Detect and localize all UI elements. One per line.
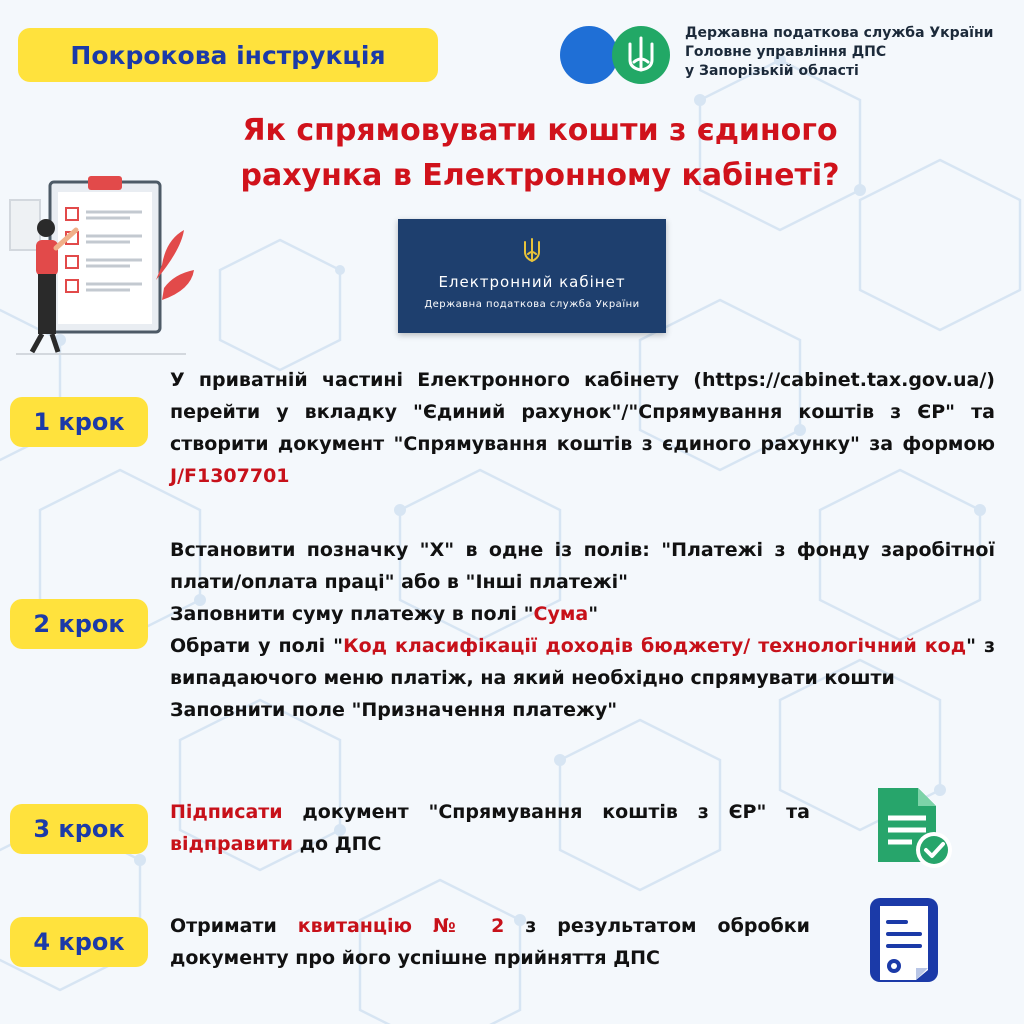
step-1-badge-label: 1 крок	[33, 408, 125, 436]
step-2-line-1: Встановити позначку "Х" в одне із полів: "Платежі з фонду заробітної плати/оплата праці" або в "Інші платежі"	[170, 539, 995, 593]
step-1-badge	[10, 397, 148, 447]
step-2-line-4: Заповнити поле "Призначення платежу"	[170, 699, 618, 721]
step-4-badge	[10, 917, 148, 967]
page-title	[140, 108, 940, 198]
step-3-body-b: до ДПС	[293, 833, 382, 855]
step-2-line-3-a: Обрати у полі "	[170, 635, 344, 657]
cabinet-subtitle: Державна податкова служба України	[424, 299, 640, 310]
org-line-1: Державна податкова служба України	[685, 25, 994, 41]
organization-name	[685, 24, 993, 81]
document-check-icon	[872, 784, 956, 872]
title-line-1: Як спрямовувати кошти з єдиного	[242, 113, 838, 148]
step-2-badge-label: 2 крок	[33, 610, 125, 638]
step-3-body-a: документ "Спрямування коштів з ЄР" та	[282, 801, 810, 823]
step-2-line-2-b: "	[588, 603, 599, 625]
step-2-line-3-b: " з випадаючого меню платіж, на який необхідно спрямувати кошти	[170, 635, 996, 689]
step-4-body-a: Отримати	[170, 915, 298, 937]
step-3-badge	[10, 804, 148, 854]
step-3-badge-label: 3 крок	[33, 815, 125, 843]
step-2-badge	[10, 599, 148, 649]
step-4-badge-label: 4 крок	[33, 928, 125, 956]
org-line-2: Головне управління ДПС	[685, 44, 887, 60]
step-1-text	[170, 364, 995, 492]
step-4-text	[170, 910, 810, 974]
form-code: J/F1307701	[170, 465, 290, 487]
step-1-body: У приватній частині Електронного кабінету (https://cabinet.tax.gov.ua/) перейти у вкладку "Єдиний рахунок"/"Спрямування коштів з ЄР" та створити документ "Спрямування коштів з єдиного рахунку" за формою	[170, 369, 995, 455]
step-3-text	[170, 796, 810, 860]
title-line-2: рахунка в Електронному кабінеті?	[240, 158, 840, 193]
step-2-text	[170, 534, 995, 726]
step-2-line-2-a: Заповнити суму платежу в полі "	[170, 603, 534, 625]
sum-field-name: Сума	[533, 603, 589, 625]
trident-logo-icon	[612, 26, 670, 84]
electronic-cabinet-banner	[398, 219, 666, 333]
trident-icon	[522, 237, 542, 263]
checklist-illustration-icon	[6, 170, 196, 360]
send-word: відправити	[170, 833, 294, 855]
instruction-badge-label: Покрокова інструкція	[70, 40, 386, 70]
instruction-badge	[18, 28, 438, 82]
budget-code-field-name: Код класифікації доходів бюджету/ технологічний код	[343, 635, 967, 657]
cabinet-title: Електронний кабінет	[438, 273, 626, 291]
sign-word: Підписати	[170, 801, 283, 823]
receipt-document-icon	[862, 894, 948, 990]
receipt-name: квитанцію № 2	[297, 915, 505, 937]
dps-logo-blue-circle	[560, 26, 618, 84]
step-4-body-b: з результатом обробки документу про його успішне прийняття ДПС	[170, 915, 810, 969]
org-line-3: у Запорізькій області	[685, 63, 859, 79]
